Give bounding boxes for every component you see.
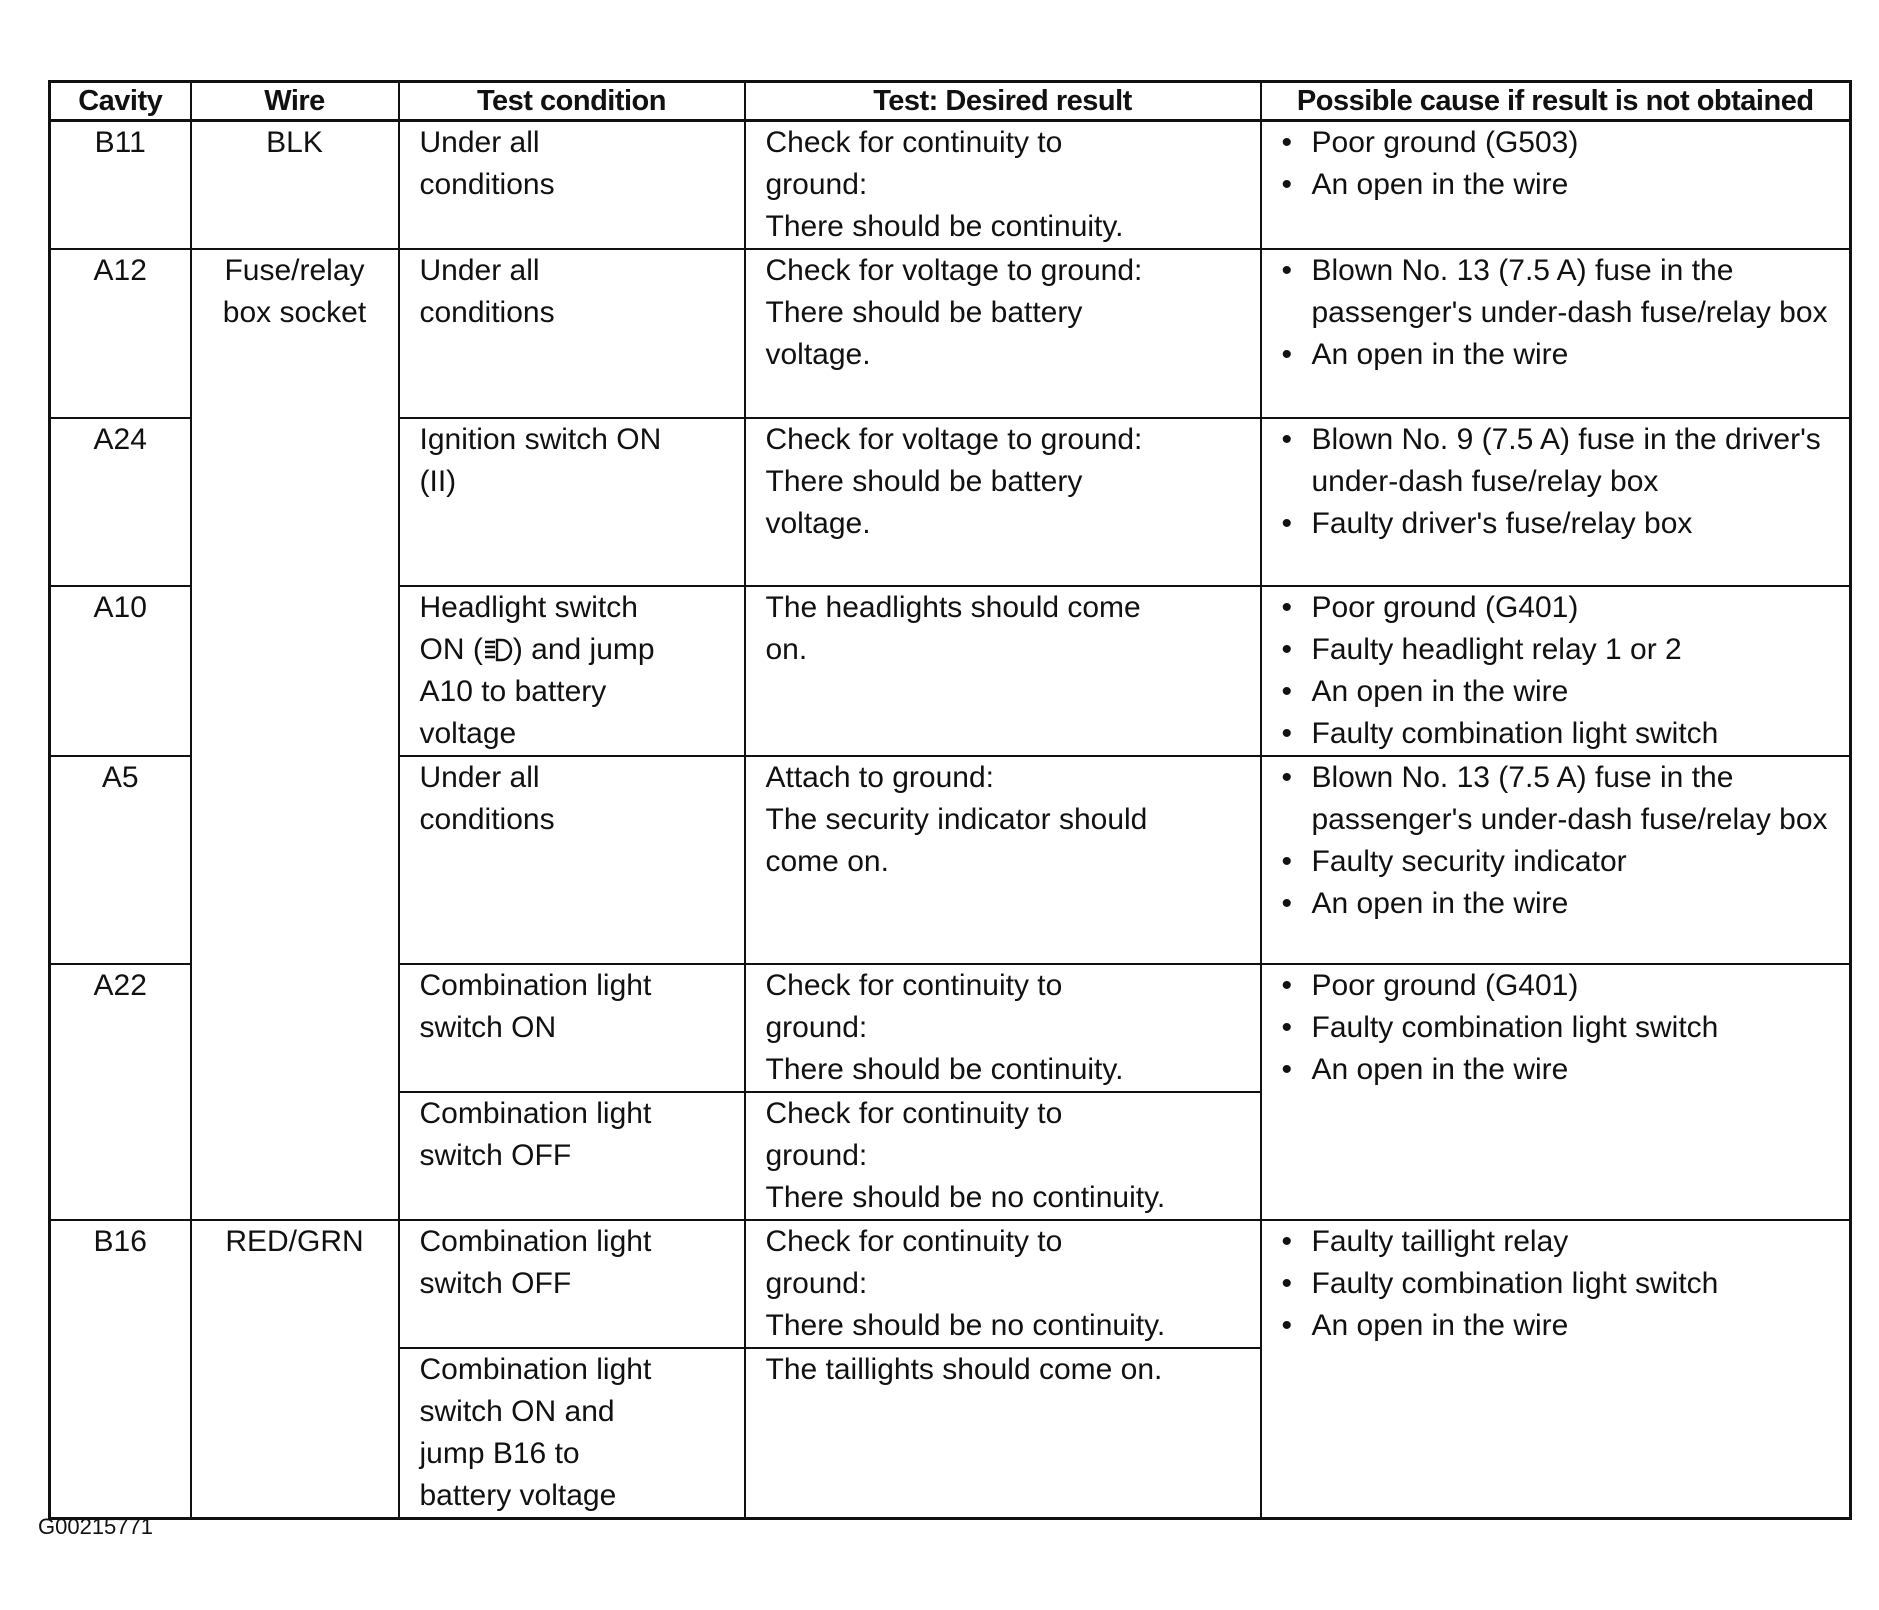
- cause-item: • An open in the wire: [1278, 164, 1850, 206]
- condition-text: ) and jump A10 to battery voltage: [419, 633, 655, 750]
- cause-item: • An open in the wire: [1278, 883, 1850, 925]
- test-condition: Under all conditions: [399, 756, 745, 964]
- test-condition: Combination light switch ON and jump B16 to battery voltage: [399, 1348, 745, 1519]
- table-row: [50, 249, 1851, 418]
- wire: BLK: [191, 121, 399, 250]
- cause-item: • An open in the wire: [1278, 334, 1850, 376]
- header-cavity: Cavity: [50, 82, 191, 121]
- header-possible-cause: Possible cause if result is not obtained: [1261, 82, 1851, 121]
- cavity: B16: [50, 1220, 191, 1519]
- cause-item: • Faulty headlight relay 1 or 2: [1278, 629, 1850, 671]
- test-condition: Under all conditions: [399, 121, 745, 250]
- desired-result: Check for continuity to ground: There should be no continuity.: [745, 1092, 1261, 1220]
- possible-causes: [1261, 586, 1851, 756]
- cause-item: • Faulty combination light switch: [1278, 1007, 1850, 1049]
- cause-item: • Faulty combination light switch: [1278, 1263, 1850, 1305]
- desired-result: The headlights should come on.: [745, 586, 1261, 756]
- wire: Fuse/relay box socket: [191, 249, 399, 1220]
- cause-item: • Poor ground (G401): [1278, 965, 1850, 1007]
- header-test-condition: Test condition: [399, 82, 745, 121]
- cause-item: • Faulty driver's fuse/relay box: [1278, 503, 1850, 545]
- possible-causes: [1261, 121, 1851, 250]
- cause-item: • Poor ground (G503): [1278, 122, 1850, 164]
- headlight-icon: [483, 637, 513, 663]
- table-row: [50, 121, 1851, 250]
- cause-item: • Faulty security indicator: [1278, 841, 1850, 883]
- cause-item: • Faulty taillight relay: [1278, 1221, 1850, 1263]
- desired-result: Check for voltage to ground: There should be battery voltage.: [745, 418, 1261, 586]
- desired-result: Check for continuity to ground: There should be no continuity.: [745, 1220, 1261, 1348]
- condition-text: Headlight switch ON (: [419, 591, 638, 666]
- test-condition: Combination light switch OFF: [399, 1092, 745, 1220]
- cavity: A12: [50, 249, 191, 418]
- cause-item: • Faulty combination light switch: [1278, 713, 1850, 755]
- table-row: [50, 1220, 1851, 1348]
- desired-result: Attach to ground: The security indicator should come on.: [745, 756, 1261, 964]
- test-condition: Combination light switch ON: [399, 964, 745, 1092]
- desired-result: Check for continuity to ground: There should be continuity.: [745, 964, 1261, 1092]
- desired-result: The taillights should come on.: [745, 1348, 1261, 1519]
- possible-causes: [1261, 964, 1851, 1220]
- figure-id: G00215771: [38, 1514, 153, 1539]
- test-condition: Ignition switch ON (II): [399, 418, 745, 586]
- wire: RED/GRN: [191, 1220, 399, 1519]
- desired-result: Check for voltage to ground: There should be battery voltage.: [745, 249, 1261, 418]
- cause-item: • An open in the wire: [1278, 671, 1850, 713]
- desired-result: Check for continuity to ground: There should be continuity.: [745, 121, 1261, 250]
- possible-causes: [1261, 1220, 1851, 1519]
- test-condition: [399, 586, 745, 756]
- cavity: A10: [50, 586, 191, 756]
- cause-item: • Blown No. 13 (7.5 A) fuse in the passenger's under-dash fuse/relay box: [1278, 250, 1850, 334]
- header-desired-result: Test: Desired result: [745, 82, 1261, 121]
- test-condition: Combination light switch OFF: [399, 1220, 745, 1348]
- diagnostic-table: [48, 80, 1852, 1520]
- cavity: A24: [50, 418, 191, 586]
- cavity: A5: [50, 756, 191, 964]
- header-wire: Wire: [191, 82, 399, 121]
- test-condition: Under all conditions: [399, 249, 745, 418]
- possible-causes: [1261, 418, 1851, 586]
- cavity: A22: [50, 964, 191, 1220]
- cause-item: • An open in the wire: [1278, 1305, 1850, 1347]
- header-row: [50, 82, 1851, 121]
- cause-item: • An open in the wire: [1278, 1049, 1850, 1091]
- cause-item: • Blown No. 13 (7.5 A) fuse in the passenger's under-dash fuse/relay box: [1278, 757, 1850, 841]
- possible-causes: [1261, 756, 1851, 964]
- cavity: B11: [50, 121, 191, 250]
- cause-item: • Blown No. 9 (7.5 A) fuse in the driver's under-dash fuse/relay box: [1278, 419, 1850, 503]
- cause-item: • Poor ground (G401): [1278, 587, 1850, 629]
- possible-causes: [1261, 249, 1851, 418]
